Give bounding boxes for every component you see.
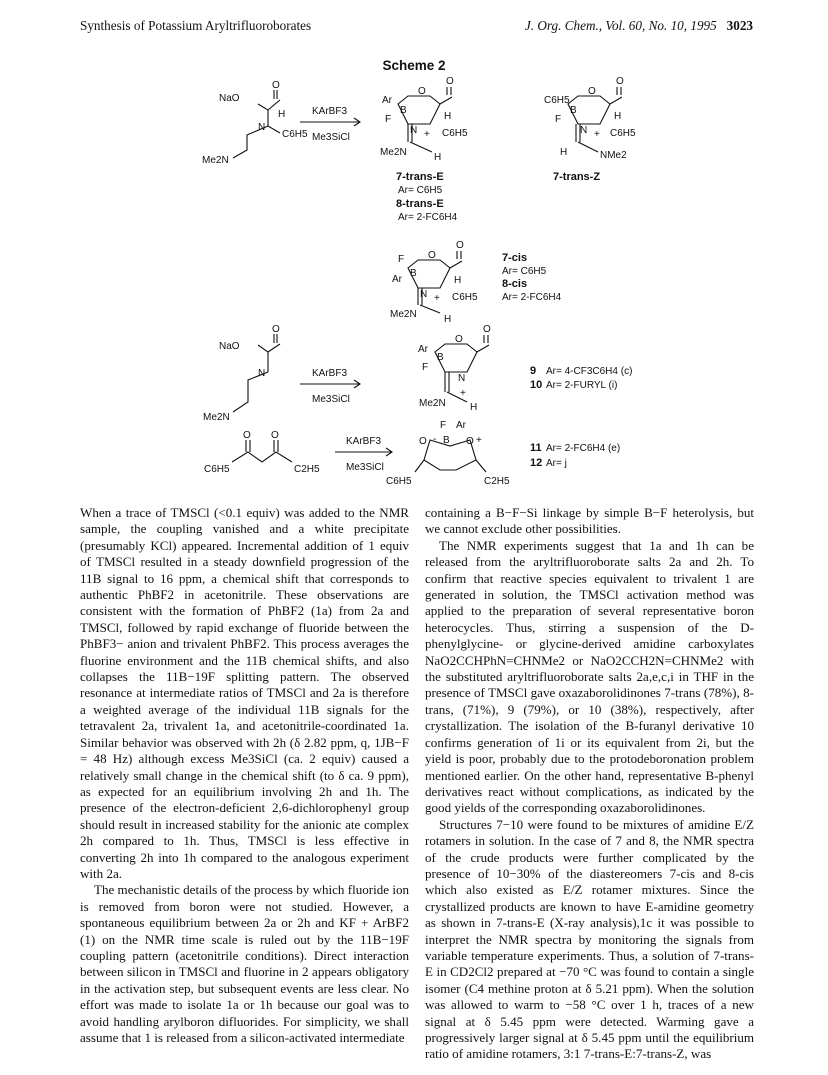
running-header-title: Synthesis of Potassium Aryltrifluoroborates	[80, 18, 312, 33]
paragraph: Structures 7−10 were found to be mixtures of amidine E/Z rotamers in solution. In the case of 7 and 8, the NMR spectra of the crude products were further complicated by the presence of 10−30% of the diastereomers 7-cis and 8-cis which also existed as E/Z rotamer mixtures. Since the crystallized products are known to have E-amidine geometry as shown in 7-trans-E (X-ray analysis),1c it was possible to interpret the NMR spectra by monitoring the signals from variable temperature experiments. Thus, a solution of 7-trans-E in CD2Cl2 prepared at −70 °C was found to contain a single isomer (C4 methine proton at δ 5.21 ppm). When the solution was allowed to warm to −58 °C over 1 h, traces of a new signal at δ 5.45 ppm were detected. Warming gave a progressively larger signal at δ 5.45 ppm until the equilibrium ratio of amidine rotamers, 3:1 7-trans-E:7-trans-Z, was	[425, 816, 754, 1062]
atom-nme2: NMe2	[600, 150, 627, 161]
label-12-ar: Ar= j	[546, 458, 567, 469]
journal-name: J. Org. Chem., Vol. 60, No. 10, 1995	[524, 18, 717, 33]
atom-o: O	[616, 76, 624, 87]
atom-n: N	[420, 289, 428, 300]
atom-o: O	[455, 334, 463, 345]
page-number: 3023	[726, 18, 753, 33]
reagent-karbf3-2: KArBF3	[312, 368, 348, 379]
label-9-ar: Ar= 4-CF3C6H4 (c)	[546, 366, 633, 377]
atom-o: O	[272, 80, 280, 91]
atom-c6h5: C6H5	[204, 464, 230, 475]
atom-h: H	[614, 111, 622, 122]
atom-me2n: Me2N	[202, 155, 229, 166]
atom-n: N	[258, 368, 266, 379]
charge-plus: +	[434, 293, 440, 304]
label-7-trans-z: 7-trans-Z	[553, 171, 601, 183]
charge-minus: -	[433, 434, 437, 445]
atom-f: F	[422, 362, 429, 373]
charge-plus: +	[476, 435, 482, 446]
reaction-scheme	[0, 0, 828, 500]
reagent-me3sicl-2: Me3SiCl	[312, 394, 350, 405]
label-8-cis: 8-cis	[502, 278, 528, 290]
reagent-me3sicl-1: Me3SiCl	[312, 132, 350, 143]
label-9: 9	[530, 365, 537, 377]
atom-c2h5: C2H5	[294, 464, 320, 475]
atom-o: O	[588, 86, 596, 97]
atom-ar: Ar	[382, 95, 392, 106]
paragraph: containing a B−F−Si linkage by simple B−F heterolysis, but we cannot exclude other possibilities.	[425, 505, 754, 537]
atom-c6h5: C6H5	[452, 292, 478, 303]
atom-b: B	[443, 435, 450, 446]
atom-h: H	[278, 109, 286, 120]
label-11: 11	[530, 442, 542, 454]
atom-b: B	[410, 268, 417, 279]
scheme-bonds	[232, 87, 622, 472]
label-11-ar: Ar= 2-FC6H4 (e)	[546, 443, 621, 454]
atom-ar: Ar	[456, 420, 466, 431]
atom-f: F	[440, 420, 447, 431]
reagent-karbf3-3: KArBF3	[346, 436, 382, 447]
atom-h: H	[470, 402, 478, 413]
reagent-me3sicl-3: Me3SiCl	[346, 462, 384, 473]
atom-me2n: Me2N	[203, 412, 230, 423]
scheme-title: Scheme 2	[382, 58, 446, 73]
label-10: 10	[530, 379, 543, 391]
charge-plus: +	[424, 129, 430, 140]
atom-h: H	[444, 111, 452, 122]
atom-o: O	[466, 436, 474, 447]
atom-o: O	[428, 250, 436, 261]
body-column-left	[80, 505, 409, 1046]
atom-c6h5: C6H5	[610, 128, 636, 139]
atom-c6h5: C6H5	[282, 129, 308, 140]
label-8-trans-e: 8-trans-E	[396, 198, 444, 210]
atom-n: N	[258, 122, 266, 133]
body-column-right	[425, 505, 754, 1063]
label-7-cis-ar: Ar= C6H5	[502, 266, 547, 277]
label-7-cis: 7-cis	[502, 252, 528, 264]
paragraph: The mechanistic details of the process by which fluoride ion is removed from boron were not studied. However, a spontaneous equilibrium between 2a or 2h and KF + ArBF2 (1) on the NMR time scale is ruled out by the 11B−19F coupling pattern (acetonitrile conditions). Direct interaction between silicon in TMSCl and fluorine in 2 appears obligatory in the activation step, but subsequent events are less clear. No effort was made to isolate 1a or 1h because our goal was to avoid handling arylboron difluorides. For simplicity, we shall assume that 1 is released from a silicon-activated intermediate	[80, 882, 409, 1045]
atom-h: H	[454, 275, 462, 286]
atom-o: O	[418, 86, 426, 97]
atom-o: O	[456, 240, 464, 251]
atom-o: O	[446, 76, 454, 87]
atom-me2n: Me2N	[390, 309, 417, 320]
paragraph: The NMR experiments suggest that 1a and 1h can be released from the aryltrifluoroborate salts 2a and 2h. To confirm that reactive species equivalent to trivalent 1 are generated in solution, the TMSCl activation method was applied to the preparation of several representative boron heterocycles. Thus, stirring a suspension of the D-phenylglycine- or glycine-derived amidine carboxylates NaO2CCHPhN=CHNMe2 or NaO2CCH2N=CHNMe2 with the substituted aryltrifluoroborate salts 2a,e,c,i in THF in the presence of TMSCl gave oxazaborolidinones 7-trans (78%), 8-trans, (71%), 9 (79%), or 10 (38%), respectively, after crystallization. The isolation of the B-furanyl derivative 10 confirms generation of 1i or its equivalent from 2i, but the yield is poor, probably due to the protodeboronation problem mentioned earlier. On the other hand, representative B-phenyl derivatives react without complications, as indicated by the good yields of the corresponding oxazaborolidinones.	[425, 537, 754, 816]
atom-c6h5: C6H5	[386, 476, 412, 487]
atom-b: B	[437, 352, 444, 363]
label-7-trans-e: 7-trans-E	[396, 171, 444, 183]
atom-o: O	[271, 430, 279, 441]
atom-o: O	[272, 324, 280, 335]
atom-n: N	[458, 373, 466, 384]
atom-nao: NaO	[219, 341, 240, 352]
label-8-trans-e-ar: Ar= 2-FC6H4	[398, 212, 458, 223]
atom-f: F	[398, 254, 405, 265]
atom-b: B	[400, 105, 407, 116]
atom-me2n: Me2N	[419, 398, 446, 409]
atom-o: O	[419, 436, 427, 447]
atom-ar: Ar	[418, 344, 428, 355]
label-10-ar: Ar= 2-FURYL (i)	[546, 380, 618, 391]
atom-n: N	[410, 125, 418, 136]
atom-o: O	[483, 324, 491, 335]
atom-h: H	[434, 152, 442, 163]
atom-b: B	[570, 105, 577, 116]
label-7-trans-e-ar: Ar= C6H5	[398, 185, 443, 196]
atom-h: H	[444, 314, 452, 325]
label-8-cis-ar: Ar= 2-FC6H4	[502, 292, 562, 303]
atom-nao: NaO	[219, 93, 240, 104]
atom-n: N	[580, 125, 588, 136]
atom-me2n: Me2N	[380, 147, 407, 158]
charge-plus: +	[460, 388, 466, 399]
atom-h: H	[560, 147, 568, 158]
atom-c6h5: C6H5	[544, 95, 570, 106]
atom-o: O	[243, 430, 251, 441]
atom-ar: Ar	[392, 274, 402, 285]
reagent-karbf3-1: KArBF3	[312, 106, 348, 117]
paragraph: When a trace of TMSCl (<0.1 equiv) was added to the NMR sample, the coupling vanished and a white precipitate (presumably KCl) appeared. Incremental addition of 1 equiv of TMSCl resulted in a steady downfield progression of the 11B signal to 16 ppm, a chemical shift that corresponds to authentic PhBF2 in acetonitrile. These observations are consistent with the formation of PhBF2 (1a) from 2a and TMSCl, followed by rapid exchange of fluoride between the PhBF3− anion and trivalent PhBF2. This process averages the fluorine environment and the 11B chemical shifts, and also collapses the 11B−19F splitting pattern. The observed resonance at intermediate ratios of TMSCl and 2a is therefore a weighted average of the individual 11B signals for the tetravalent 2a, trivalent 1a, and acetonitrile-coordinated 1a. Similar behavior was observed with 2h (δ 2.82 ppm, q, 1JB−F = 48 Hz) although excess Me3SiCl (ca. 2 equiv) caused a relatively small change in the chemical shift (to δ ca. 9 ppm), as expected for an equilibrium involving 2h and 1h. The presence of the electron-deficient 2,6-dichlorophenyl group should result in increased stability for the anionic ate complex 2h compared to 1h. Thus, TMSCl is less effective in converting 2h into 1h compared to the analogous experiment with 2a.	[80, 505, 409, 881]
label-12: 12	[530, 457, 543, 469]
atom-c2h5: C2H5	[484, 476, 510, 487]
charge-plus: +	[594, 129, 600, 140]
atom-f: F	[555, 114, 562, 125]
atom-f: F	[385, 114, 392, 125]
atom-c6h5: C6H5	[442, 128, 468, 139]
